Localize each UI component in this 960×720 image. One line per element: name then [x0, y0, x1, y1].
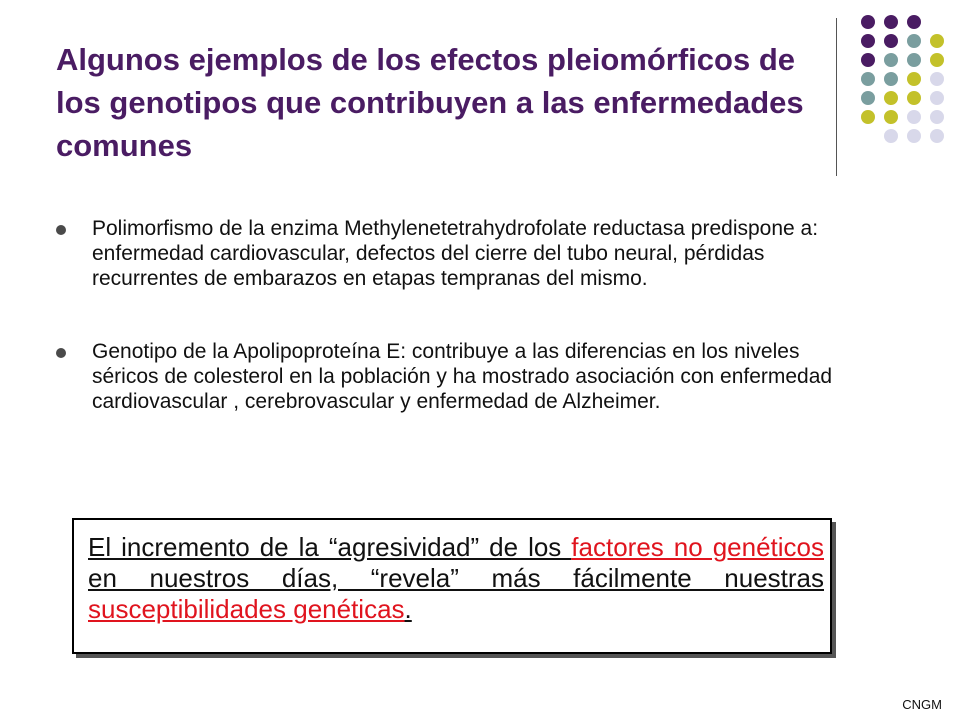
decorative-dot-icon — [930, 72, 944, 86]
decorative-dot-icon — [884, 15, 898, 29]
highlight-text — [88, 532, 824, 625]
bullet-text: Polimorfismo de la enzima Methylenetetrahydrofolate reductasa predispone a: enfermedad cardiovascular, defectos del cierre del tubo neural, pérdidas recurrentes de embarazos en etapas tempranas del mismo. — [92, 217, 819, 290]
bullet-item — [56, 216, 836, 291]
decorative-dot-icon — [907, 72, 921, 86]
bullet-list — [56, 216, 836, 462]
decorative-dot-icon — [861, 34, 875, 48]
decorative-dot-icon — [930, 129, 944, 143]
highlight-part-1: El incremento de la “agresividad” de los — [88, 532, 572, 562]
highlight-period: . — [404, 594, 412, 624]
decorative-dot-grid — [0, 0, 960, 180]
decorative-dot-icon — [907, 34, 921, 48]
decorative-dot-icon — [884, 110, 898, 124]
highlight-factores-no-geneticos: factores no genéticos — [571, 532, 824, 562]
decorative-dot-icon — [930, 110, 944, 124]
bullet-dot-icon — [56, 225, 66, 235]
decorative-dot-icon — [907, 91, 921, 105]
decorative-dot-icon — [861, 72, 875, 86]
decorative-dot-icon — [907, 53, 921, 67]
highlight-susceptibilidades-geneticas: susceptibilidades genéticas — [88, 594, 405, 624]
decorative-dot-icon — [930, 34, 944, 48]
decorative-dot-icon — [861, 91, 875, 105]
bullet-dot-icon — [56, 348, 66, 358]
decorative-dot-icon — [884, 72, 898, 86]
decorative-dot-icon — [930, 53, 944, 67]
decorative-dot-icon — [930, 91, 944, 105]
decorative-dot-icon — [861, 53, 875, 67]
decorative-dot-icon — [907, 110, 921, 124]
decorative-dot-icon — [861, 15, 875, 29]
decorative-dot-icon — [884, 53, 898, 67]
decorative-dot-icon — [861, 110, 875, 124]
footer-label: CNGM — [902, 697, 942, 712]
highlight-part-3: en nuestros días, “revela” más fácilmente nuestras — [88, 563, 824, 593]
decorative-dot-icon — [907, 129, 921, 143]
slide-title: Algunos ejemplos de los efectos pleiomórficos de los genotipos que contribuyen a las enfermedades comunes — [56, 42, 804, 163]
bullet-item — [56, 339, 836, 414]
decorative-dot-icon — [907, 15, 921, 29]
decorative-dot-icon — [884, 91, 898, 105]
bullet-text: Genotipo de la Apolipoproteína E: contribuye a las diferencias en los niveles séricos de colesterol en la población y ha mostrado asociación con enfermedad cardiovascular , cerebrovascular y enfermedad de Alzheimer. — [92, 340, 833, 413]
decorative-dot-icon — [884, 34, 898, 48]
decorative-dot-icon — [884, 129, 898, 143]
